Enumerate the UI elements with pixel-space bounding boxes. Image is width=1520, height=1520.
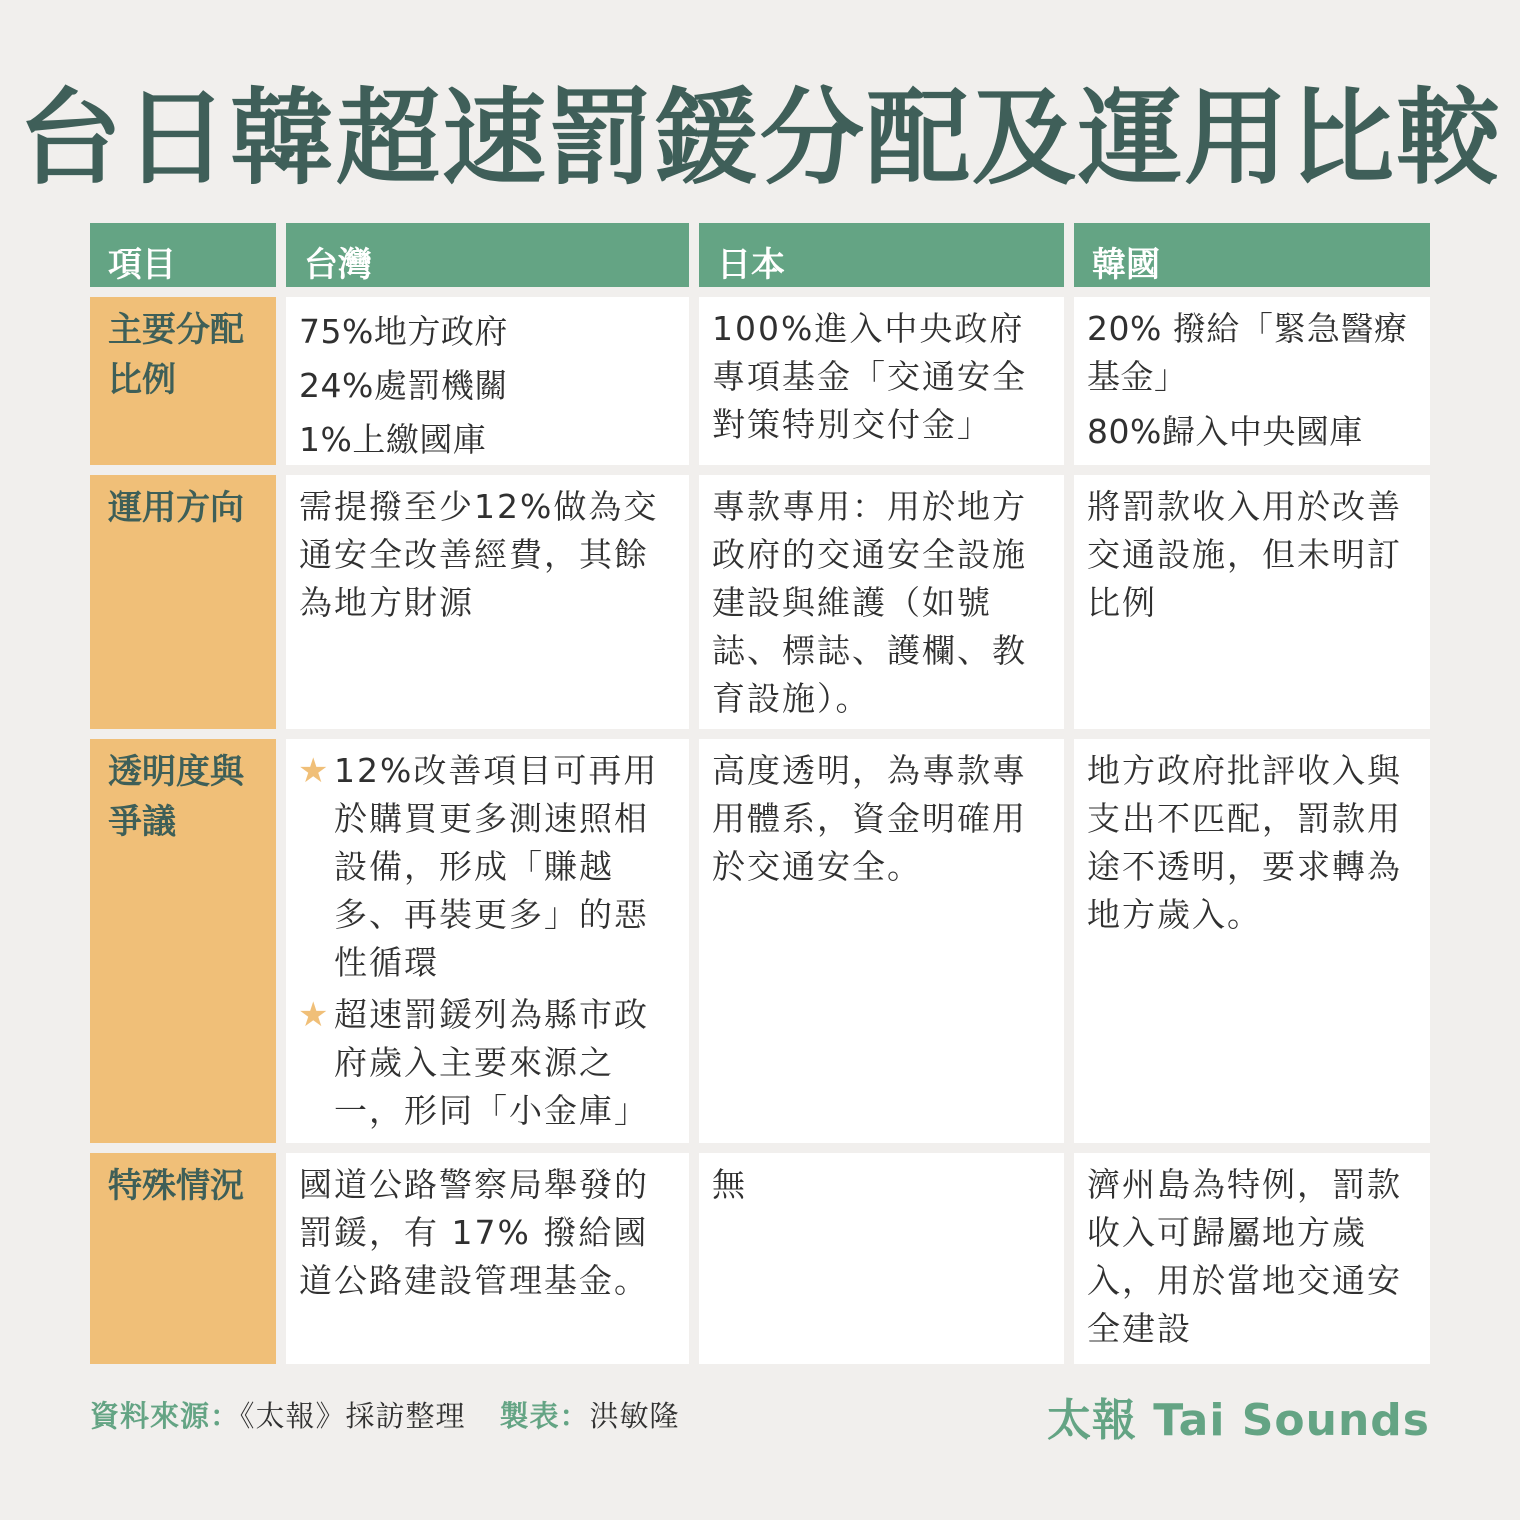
cell-japan-usage	[699, 475, 1064, 729]
page-title: 台日韓超速罰鍰分配及運用比較	[17, 77, 1502, 199]
list-item: 1%上繳國庫	[299, 420, 487, 459]
header-taiwan: 台灣	[286, 223, 689, 287]
list-item	[298, 991, 677, 1135]
row-label-text: 運用方向	[108, 488, 244, 528]
cell-text: 將罰款收入用於改善交通設施，但未明訂比例	[1087, 487, 1402, 622]
list-item	[298, 747, 677, 987]
list-item: 75%地方政府	[299, 312, 508, 351]
list-item: 24%處罰機關	[299, 366, 508, 405]
cell-korea-usage	[1074, 475, 1430, 729]
header-korea: 韓國	[1074, 223, 1430, 287]
cell-text: 地方政府批評收入與支出不匹配，罰款用途不透明，要求轉為地方歲入。	[1087, 751, 1402, 934]
cell-japan-transparency	[699, 739, 1064, 1143]
brand-logo: 太報 Tai Sounds	[1046, 1395, 1430, 1446]
list-item-text: 超速罰鍰列為縣市政府歲入主要來源之一，形同「小金庫」	[334, 995, 649, 1130]
list-item: 20% 撥給「緊急醫療基金」	[1087, 309, 1408, 396]
cell-taiwan-allocation	[286, 297, 689, 465]
row-label-usage	[90, 475, 276, 729]
source-label: 資料來源：	[90, 1399, 241, 1433]
cell-japan-allocation	[699, 297, 1064, 465]
cell-korea-allocation	[1074, 297, 1430, 465]
cell-text: 高度透明，為專款專用體系，資金明確用於交通安全。	[712, 751, 1027, 886]
maker-label: 製表：	[499, 1399, 590, 1433]
cell-taiwan-usage	[286, 475, 689, 729]
list-item-text: 12%改善項目可再用於購買更多測速照相設備，形成「賺越多、再裝更多」的惡性循環	[334, 751, 659, 982]
cell-text: 無	[712, 1165, 747, 1204]
row-label-text: 特殊情況	[108, 1166, 244, 1206]
cell-japan-special	[699, 1153, 1064, 1364]
cell-text: 專款專用：用於地方政府的交通安全設施建設與維護（如號誌、標誌、護欄、教育設施）。	[712, 487, 1027, 718]
row-label-text: 透明度與爭議	[108, 752, 244, 842]
cell-text: 需提撥至少12%做為交通安全改善經費，其餘為地方財源	[299, 487, 659, 622]
cell-text: 國道公路警察局舉發的罰鍰，有 17% 撥給國道公路建設管理基金。	[299, 1165, 649, 1300]
row-label-special	[90, 1153, 276, 1364]
row-label-transparency	[90, 739, 276, 1143]
source-value: 《太報》採訪整理	[240, 1399, 466, 1433]
cell-korea-transparency	[1074, 739, 1430, 1143]
list-item: 80%歸入中央國庫	[1087, 412, 1363, 451]
star-icon: ★	[298, 751, 331, 791]
cell-taiwan-transparency	[286, 739, 689, 1143]
cell-text: 100%進入中央政府專項基金「交通安全對策特別交付金」	[712, 309, 1027, 444]
header-japan: 日本	[699, 223, 1064, 287]
source-credit	[90, 1394, 680, 1435]
row-label-allocation	[90, 297, 276, 465]
star-icon: ★	[298, 995, 331, 1035]
cell-taiwan-special	[286, 1153, 689, 1364]
cell-korea-special	[1074, 1153, 1430, 1364]
row-label-text: 主要分配比例	[108, 310, 244, 400]
header-item: 項目	[90, 223, 276, 287]
maker-value: 洪敏隆	[589, 1399, 680, 1433]
cell-text: 濟州島為特例，罰款收入可歸屬地方歲入，用於當地交通安全建設	[1087, 1165, 1402, 1348]
